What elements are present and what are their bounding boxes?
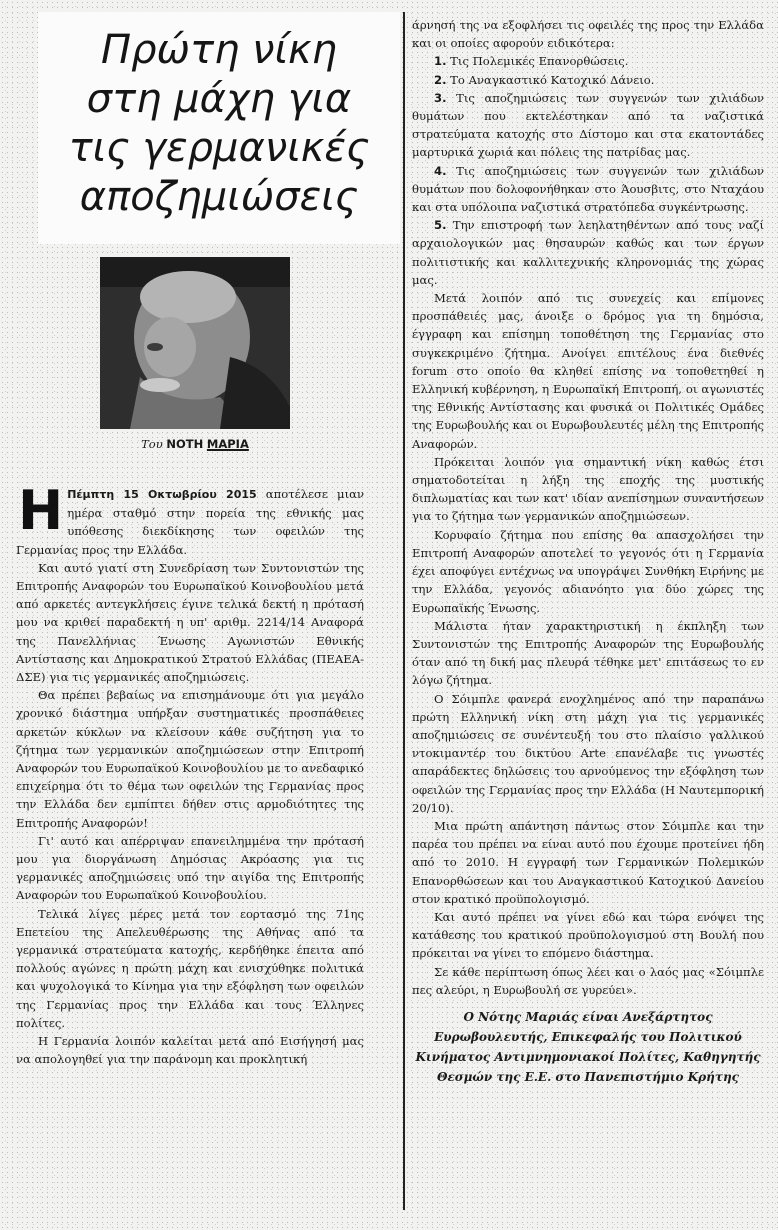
headline — [38, 12, 400, 222]
list-number: 2. — [434, 72, 447, 87]
left-column — [10, 0, 400, 1230]
paragraph: Μια πρώτη απάντηση πάντως στον Σόιμπλε και την παρέα του πρέπει να είναι αυτό που έχουμε προτείνει ήδη από το 2010. Η εγγραφή των Γερμανικών Πολεμικών Επανορθώσεων και του Αναγκαστικού Κατοχικού Δανείου στον κρατικό προϋπολογισμό. — [412, 818, 764, 906]
headline-box — [38, 12, 400, 244]
list-item — [412, 89, 764, 162]
byline-last-name: ΜΑΡΙΑ — [206, 437, 249, 451]
headline-line: στη μάχη για — [86, 76, 352, 122]
article-body-left — [16, 479, 364, 1069]
paragraph: Πρόκειται λοιπόν για σημαντική νίκη καθώς έτσι σηματοδοτείται η λήξη της εποχής της μυστικής διπλωματίας και των κατ' ιδίαν ανεπίσημων συναντήσεων για το ζήτημα των γερμανικών αποζημιώσεων. — [412, 454, 764, 524]
paragraph: Και αυτό γιατί στη Συνεδρίαση των Συντονιστών της Επιτροπής Αναφορών του Ευρωπαϊκού Κοινοβουλίου μετά από αρκετές αντεγκλήσεις έγινε τελικά δεκτή η πρότασή μου να κριθεί παραδεκτή η υπ' αριθμ. 2214/14 Αναφορά της Πανελλήνιας Ένωσης Αγωνιστών Εθνικής Αντίστασης και Δημοκρατικού Στρατού Ελλάδας (ΠΕΑΕΑ-ΔΣΕ) για τις γερμανικές αποζημιώσεις. — [16, 560, 364, 685]
list-text: Τις αποζημιώσεις των συγγενών των χιλιάδων θυμάτων που εκτελέστηκαν από τα ναζιστικά στρατεύματα κατοχής στο Δίστομο και στα εκατοντάδες μαρτυρικά χωριά και πόλεις της πατρίδας μας. — [412, 90, 764, 160]
author-bio: Ο Νότης Μαριάς είναι Ανεξάρτητος Ευρωβουλευτής, Επικεφαλής του Πολιτικού Κινήματος Αντιμνημονιακοί Πολίτες, Καθηγητής Θεσμών της Ε.Ε. στο Πανεπιστήμιο Κρήτης — [415, 1009, 761, 1084]
byline-prefix: Του — [141, 437, 163, 451]
list-number: 5. — [434, 218, 447, 233]
list-text: Το Αναγκαστικό Κατοχικό Δάνειο. — [446, 72, 655, 87]
author-portrait-photo — [100, 257, 290, 429]
list-item — [412, 71, 764, 89]
headline-line: Πρώτη νίκη — [101, 27, 337, 73]
list-item — [412, 52, 764, 70]
headline-line: αποζημιώσεις — [79, 174, 359, 220]
paragraph: Μάλιστα ήταν χαρακτηριστική η έκπληξη των Συντονιστών της Επιτροπής Αναφορών της Ευρωβουλής όταν από τη δική μας πλευρά τέθηκε μετ' επιτάσεως το εν λόγω ζήτημα. — [412, 618, 764, 688]
list-number: 3. — [434, 90, 447, 105]
paragraph: Σε κάθε περίπτωση όπως λέει και ο λαός μας «Σόιμπλε πες αλεύρι, η Ευρωβουλή σε γυρεύει». — [412, 964, 764, 997]
list-item — [412, 216, 764, 289]
headline-line: τις γερμανικές — [68, 125, 370, 171]
paragraph: άρνησή της να εξοφλήσει τις οφειλές της προς την Ελλάδα και οι οποίες αφορούν ειδικότερα: — [412, 18, 764, 51]
paragraph: Τελικά λίγες μέρες μετά τον εορτασμό της 71ης Επετείου της Απελευθέρωσης της Αθήνας από τα γερμανικά στρατεύματα κατοχής, κερδήθηκε έπειτα από πολλούς αγώνες η πρώτη μάχη και ενισχύθηκε πολιτικά και ψυχολογικά το Κίνημα για την εξόφληση των οφειλών της Γερμανίας προς την Ελλάδα και τους Έλληνες πολίτες. — [16, 906, 364, 1030]
article-body-right — [412, 16, 764, 1087]
list-number: 4. — [434, 163, 447, 178]
lead-text: αποτέλεσε μιαν ημέρα σταθμό στην πορεία της εθνικής μας υπόθεσης διεκδίκησης των οφειλών της Γερμανίας προς την Ελλάδα. — [16, 487, 364, 557]
list-number: 1. — [434, 54, 447, 69]
paragraph: Ο Σόιμπλε φανερά ενοχλημένος από την παραπάνω πρώτη Ελληνική νίκη στη μάχη για τις γερμανικές αποζημιώσεις σε συνέντευξή του στο πλαίσιο γαλλικού ντοκιμαντέρ του δικτύου Arte επανέλαβε τις γνωστές απαράδεκτες δηλώσεις του αρνούμενος την εξόφληση των οφειλών της Γερμανίας προς την Ελλάδα (Η Ναυτεμπορική 20/10). — [412, 691, 764, 815]
lead-date: Πέμπτη 15 Οκτωβρίου 2015 — [67, 488, 257, 501]
drop-cap: Η — [18, 479, 64, 542]
list-text: Τις Πολεμικές Επανορθώσεις. — [446, 54, 629, 69]
portrait-icon — [100, 257, 290, 429]
list-text: Τις αποζημιώσεις των συγγενών των χιλιάδων θυμάτων που δολοφονήθηκαν στο Άουσβιτς, στο Νταχάου και στα υπόλοιπα ναζιστικά στρατόπεδα συγκέντρωσης. — [412, 163, 764, 215]
list-item — [412, 162, 764, 217]
paragraph: Και αυτό πρέπει να γίνει εδώ και τώρα ενόψει της κατάθεσης του κρατικού προϋπολογισμού στη Βουλή που πρόκειται να γίνει το επόμενο διάστημα. — [412, 909, 764, 961]
byline-first-name: ΝΟΤΗ — [166, 437, 204, 451]
paragraph: Θα πρέπει βεβαίως να επισημάνουμε ότι για μεγάλο χρονικό διάστημα υπήρξαν συστηματικές προσπάθειες αρκετών κύκλων να κλείσουν κάθε συζήτηση για το ζήτημα των γερμανικών αποζημιώσεων στην Επιτροπή Αναφορών του Ευρωπαϊκού Κοινοβουλίου με το ανεδαφικό επιχείρημα ότι το θέμα των οφειλών της Γερμανίας προς την Ελλάδα δεν εμπίπτει δήθεν στις αρμοδιότητες της Επιτροπής Αναφορών! — [16, 688, 364, 830]
paragraph: Η Γερμανία λοιπόν καλείται μετά από Εισήγησή μας να απολογηθεί για την παράνομη και προκλητική — [16, 1034, 364, 1067]
list-text: Την επιστροφή των λεηλατηθέντων από τους ναζί αρχαιολογικών μας θησαυρών καθώς και των έργων πολιτιστικής και καλλιτεχνικής κληρονομιάς της χώρας μας. — [412, 218, 764, 287]
paragraph: Γι' αυτό και απέρριψαν επανειλημμένα την πρότασή μου για διοργάνωση Δημόσιας Ακρόασης για τις γερμανικές αποζημιώσεις υπό την αιγίδα της Επιτροπής Αναφορών του Ευρωπαϊκού Κοινοβουλίου. — [16, 833, 364, 903]
paragraph: Κορυφαίο ζήτημα που επίσης θα απασχολήσει την Επιτροπή Αναφορών αποτελεί το γεγονός ότι η Γερμανία έχει αποφύγει εντέχνως να υπογράψει Συνθήκη Ειρήνης με την Ελλάδα, γεγονός αδιανόητο για δύο χώρες της Ευρωπαϊκής Ένωσης. — [412, 527, 764, 615]
paragraph: Μετά λοιπόν από τις συνεχείς και επίμονες προσπάθειές μας, άνοιξε ο δρόμος για τη δημόσια, έγγραφη και επίσημη τοποθέτηση της Γερμανίας στο συγκεκριμένο ζήτημα. Ανοίγει επιτέλους ένα διεθνές forum στο οποίο θα κληθεί επίσης να τοποθετηθεί η Ελληνική κυβέρνηση, η Ευρωπαϊκή Επιτροπή, οι αγωνιστές της Εθνικής Αντίστασης και φυσικά οι Πολιτικές Ομάδες της Ευρωβουλής και οι Ευρωβουλευτές μέλη της Επιτροπής Αναφορών. — [412, 291, 764, 451]
lead-paragraph — [16, 479, 364, 559]
byline — [100, 437, 290, 451]
column-divider — [403, 12, 405, 1210]
